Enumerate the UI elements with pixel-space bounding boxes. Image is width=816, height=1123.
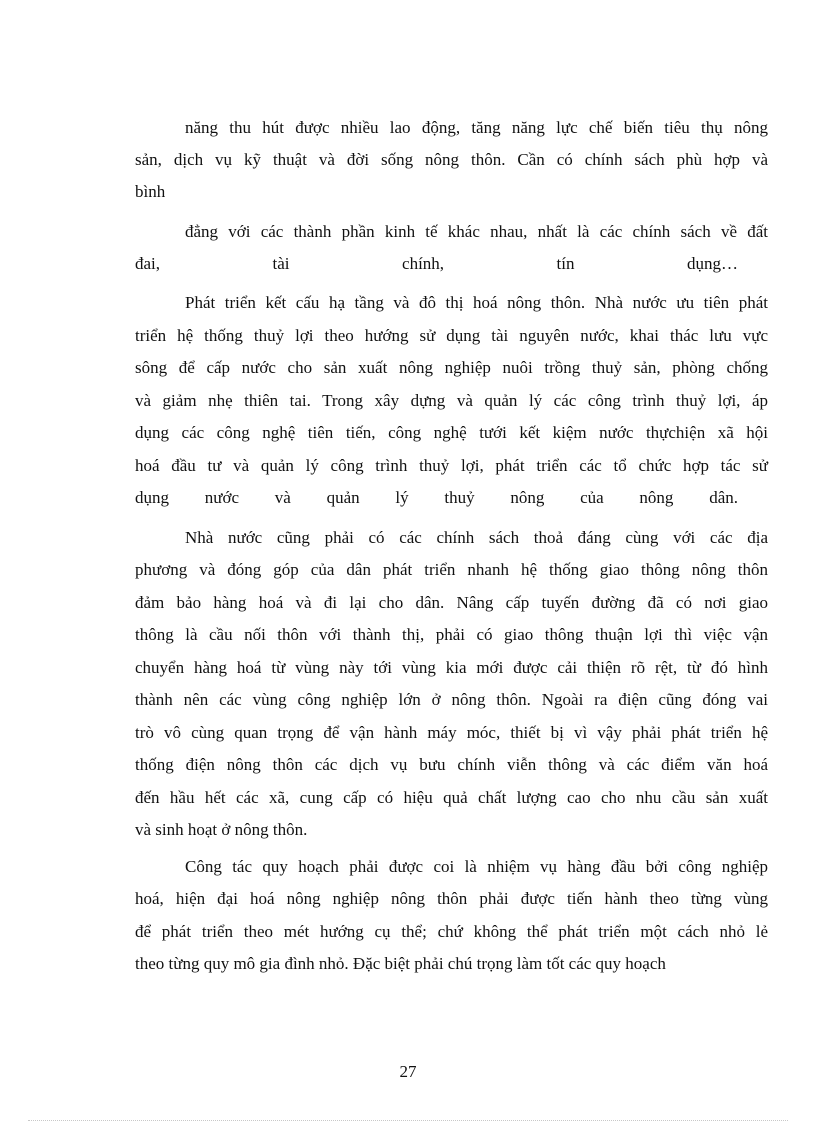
text-line: đai, tài chính, tín dụng… — [135, 254, 738, 273]
text-line: đẳng với các thành phần kinh tế khác nhau, nhất là các chính sách về đất — [185, 222, 768, 241]
text-line: năng thu hút được nhiều lao động, tăng năng lực chế biến tiêu thụ nông — [185, 118, 768, 137]
text-line: thống điện nông thôn các dịch vụ bưu chính viễn thông và các điểm văn hoá — [135, 755, 768, 774]
text-line: Phát triển kết cấu hạ tầng và đô thị hoá nông thôn. Nhà nước ưu tiên phát — [185, 293, 768, 312]
text-line: chuyển hàng hoá từ vùng này tới vùng kia mới được cải thiện rõ rệt, từ đó hình — [135, 658, 768, 677]
text-line: thành nên các vùng công nghiệp lớn ở nông thôn. Ngoài ra điện cũng đóng vai — [135, 690, 768, 709]
page-number: 27 — [399, 1062, 417, 1081]
text-line: thông là cầu nối thôn với thành thị, phải có giao thông thuận lợi thì việc vận — [135, 625, 768, 644]
text-line: để phát triển theo mét hướng cụ thể; chứ không thể phát triển một cách nhỏ lẻ — [135, 922, 768, 941]
text-line: bình — [135, 182, 166, 201]
text-line: hoá, hiện đại hoá nông nghiệp nông thôn phải được tiến hành theo từng vùng — [135, 889, 768, 908]
text-line: theo từng quy mô gia đình nhỏ. Đặc biệt phải chú trọng làm tốt các quy hoạch — [135, 954, 666, 973]
text-line: Nhà nước cũng phải có các chính sách thoả đáng cùng với các địa — [185, 528, 768, 547]
text-line: trò vô cùng quan trọng để vận hành máy móc, thiết bị vì vậy phải phát triển hệ — [135, 723, 768, 742]
text-line: phương và đóng góp của dân phát triển nhanh hệ thống giao thông nông thôn — [135, 560, 768, 579]
text-line: dụng các công nghệ tiên tiến, công nghệ tưới kết kiệm nước thựchiện xã hội — [135, 423, 768, 442]
page-bottom-rule — [28, 1120, 788, 1121]
text-line: đến hầu hết các xã, cung cấp có hiệu quả chất lượng cao cho nhu cầu sản xuất — [135, 788, 768, 807]
text-line: sông để cấp nước cho sản xuất nông nghiệp nuôi trồng thuỷ sản, phòng chống — [135, 358, 768, 377]
text-line: dụng nước và quản lý thuỷ nông của nông dân. — [135, 488, 738, 507]
text-line: triển hệ thống thuỷ lợi theo hướng sử dụng tài nguyên nước, khai thác lưu vực — [135, 326, 768, 345]
text-line: và sinh hoạt ở nông thôn. — [135, 820, 308, 839]
text-line: đảm bảo hàng hoá và đi lại cho dân. Nâng cấp tuyến đường đã có nơi giao — [135, 593, 768, 612]
text-line: và giảm nhẹ thiên tai. Trong xây dựng và quản lý các công trình thuỷ lợi, áp — [135, 391, 768, 410]
text-line: Công tác quy hoạch phải được coi là nhiệm vụ hàng đầu bởi công nghiệp — [185, 857, 768, 876]
text-line: hoá đầu tư và quản lý công trình thuỷ lợi, phát triển các tổ chức hợp tác sử — [135, 456, 768, 475]
text-line: sản, dịch vụ kỹ thuật và đời sống nông thôn. Cần có chính sách phù hợp và — [135, 150, 768, 169]
